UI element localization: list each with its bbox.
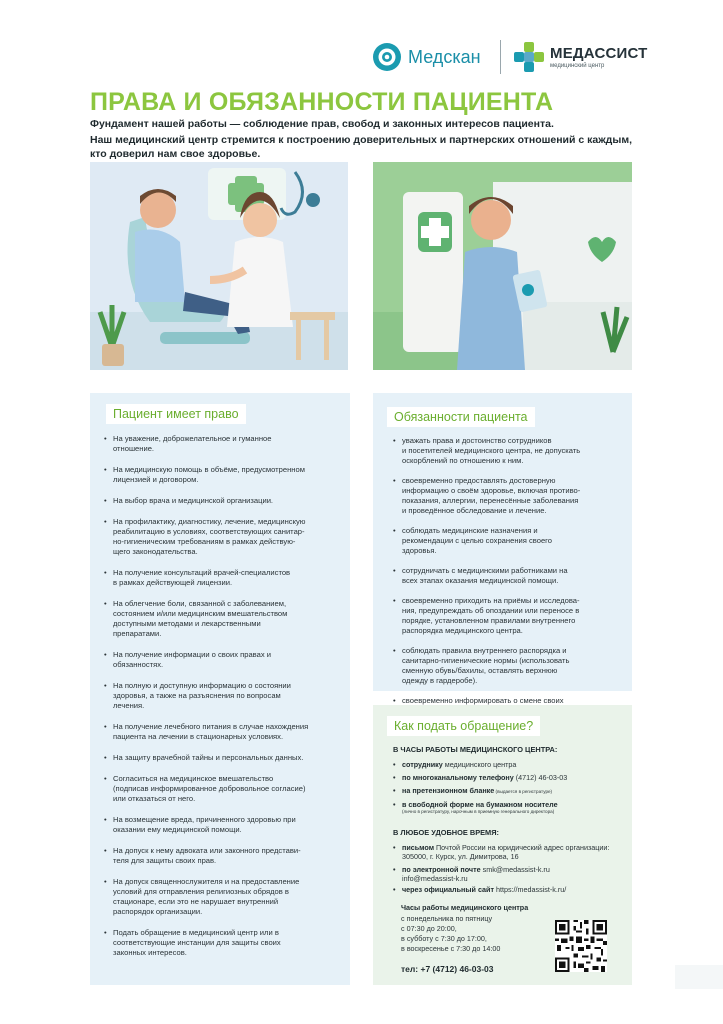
- email-link[interactable]: smk@medassist-k.ru: [480, 865, 550, 874]
- medical-cross-logo-icon: [514, 42, 544, 72]
- method-title: по многоканальному телефону: [402, 773, 514, 782]
- working-hours-text: с понедельника по пятницу с 07:30 до 20:00, в субботу с 7:30 до 17:00, в воскресенье с 7:30 до 14:00: [401, 914, 501, 953]
- medscan-logo-text: Медскан: [408, 46, 481, 67]
- medscan-logo-icon: [372, 42, 402, 72]
- list-item: • На защиту врачебной тайны и персональных данных.: [104, 753, 340, 763]
- list-item: • На облегчение боли, связанной с заболеванием, состоянием и/или медицинским вмешательством доступными методами и лекарственными препаратами.: [104, 599, 340, 639]
- list-item: [393, 760, 625, 769]
- logo-divider: [500, 40, 501, 74]
- list-item: [393, 865, 625, 883]
- list-item: • На полную и доступную информацию о состоянии здоровья, а также на разъяснения по вопросам лечения.: [104, 681, 340, 711]
- list-item: • соблюдать правила внутреннего распорядка и санитарно-гигиенические нормы (использовать сменную обувь/бахилы, оставлять верхнюю одежду в гардеробе).: [393, 646, 623, 686]
- list-item: • На выбор врача и медицинской организации.: [104, 496, 340, 506]
- how-to-submit-panel: [373, 705, 632, 985]
- list-item: [393, 843, 625, 861]
- list-item: [393, 773, 625, 782]
- list-item: • На возмещение вреда, причиненного здоровью при оказании ему медицинской помощи.: [104, 815, 340, 835]
- patient-duties-heading: Обязанности пациента: [387, 407, 535, 427]
- list-item: • Подать обращение в медицинский центр или в соответствующие инстанции для защиты своих законных интересов.: [104, 928, 340, 958]
- list-item: [393, 800, 625, 814]
- list-item: • соблюдать медицинские назначения и рекомендации с целью сохранения своего здоровья.: [393, 526, 623, 556]
- list-item: • своевременно предоставлять достоверную информацию о своём здоровье, включая противо- показания, аллергии, перенесённые заболевания и проведённое обследование и лечение.: [393, 476, 623, 516]
- working-hours-heading: В ЧАСЫ РАБОТЫ МЕДИЦИНСКОГО ЦЕНТРА:: [393, 745, 558, 754]
- list-item: • На уважение, доброжелательное и гуманное отношение.: [104, 434, 340, 454]
- list-item: • сотрудничать с медицинскими работниками на всех этапах оказания медицинской помощи.: [393, 566, 623, 586]
- method-text: (лично в регистратуру, нарочным в приемную генерального директора): [402, 809, 555, 814]
- method-text: Почтой России на юридический адрес организации: 305000, г. Курск, ул. Димитрова, 16: [402, 843, 610, 861]
- method-title: сотруднику: [402, 760, 443, 769]
- list-item: • Согласиться на медицинское вмешательство (подписав информированное добровольное согласие) или отказаться от него.: [104, 774, 340, 804]
- method-title: на претензионном бланке: [402, 786, 495, 795]
- website-link[interactable]: https://medassist-k.ru/: [493, 885, 567, 894]
- method-text: медицинского центра: [442, 760, 517, 769]
- logos-bar: [372, 42, 648, 76]
- list-item: • На медицинскую помощь в объёме, предусмотренном лицензией и договором.: [104, 465, 340, 485]
- anytime-methods: [393, 843, 625, 898]
- list-item: • уважать права и достоинство сотрудников и посетителей медицинского центра, не допускать оскорблений по отношению к ним.: [393, 436, 623, 466]
- medassist-logo-text: МЕДАССИСТ: [550, 44, 648, 62]
- list-item: • На допуск священнослужителя и на предоставление условий для отправления религиозных обрядов в стационаре, если это не нарушает внутренний распорядок организации.: [104, 877, 340, 917]
- method-title: письмом: [402, 843, 435, 852]
- patient-duties-panel: [373, 393, 632, 705]
- qr-code-icon[interactable]: [555, 920, 607, 972]
- hours-title: Часы работы медицинского центра: [401, 903, 529, 912]
- page-title: ПРАВА И ОБЯЗАННОСТИ ПАЦИЕНТА: [90, 88, 554, 116]
- page-corner-decoration: [675, 965, 723, 989]
- method-title: в свободной форме на бумажном носителе: [402, 800, 558, 809]
- patient-rights-panel: [90, 393, 350, 985]
- list-item: • На получение информации о своих правах и обязанностях.: [104, 650, 340, 670]
- patient-rights-heading: Пациент имеет право: [106, 404, 246, 424]
- medassist-logo: [514, 42, 648, 72]
- list-item: • На получение лечебного питания в случае нахождения пациента на лечении в стационарных условиях.: [104, 722, 340, 742]
- page-subtitle: Фундамент нашей работы — соблюдение прав, свобод и законных интересов пациента.: [90, 118, 554, 130]
- list-item: • На профилактику, диагностику, лечение, медицинскую реабилитацию в условиях, соответствующих санитар- но-гигиеническим требованиям в рамках действую- щего законодательства.: [104, 517, 340, 557]
- intro-text: Наш медицинский центр стремится к построению доверительных и партнерских отношений с каждым, кто доверил нам свое здоровье.: [90, 134, 633, 161]
- patient-rights-list: [104, 434, 340, 969]
- working-hours-methods: [393, 760, 625, 818]
- list-item: • своевременно приходить на приёмы и исследова- ния, предупреждать об опоздании или переносе в порядке, установленном правилами внутреннего распорядка медицинского центра.: [393, 596, 623, 636]
- list-item: • На допуск к нему адвоката или законного представи- теля для защиты своих прав.: [104, 846, 340, 866]
- list-item: • своевременно информировать о смене своих: [393, 696, 623, 716]
- phone-number[interactable]: тел: +7 (4712) 46-03-03: [401, 964, 494, 974]
- list-item: [393, 885, 625, 894]
- list-item: • На получение консультаций врачей-специалистов в рамках действующей лицензии.: [104, 568, 340, 588]
- anytime-heading: В ЛЮБОЕ УДОБНОЕ ВРЕМЯ:: [393, 828, 499, 837]
- medscan-logo: [372, 42, 481, 72]
- how-to-submit-heading: Как подать обращение?: [387, 716, 540, 736]
- doctor-with-card-illustration: [373, 162, 632, 370]
- method-title: по электронной почте: [402, 865, 481, 874]
- doctor-patient-illustration: [90, 162, 348, 370]
- list-item: [393, 786, 625, 796]
- medassist-logo-subtitle: медицинский центр: [550, 62, 605, 69]
- phone-link[interactable]: (4712) 46-03-03: [513, 773, 568, 782]
- email-link[interactable]: info@medassist-k.ru: [402, 874, 468, 883]
- method-title: через официальный сайт: [402, 885, 494, 894]
- patient-duties-list: [393, 436, 623, 726]
- method-text: (выдается в регистратуре): [494, 789, 553, 794]
